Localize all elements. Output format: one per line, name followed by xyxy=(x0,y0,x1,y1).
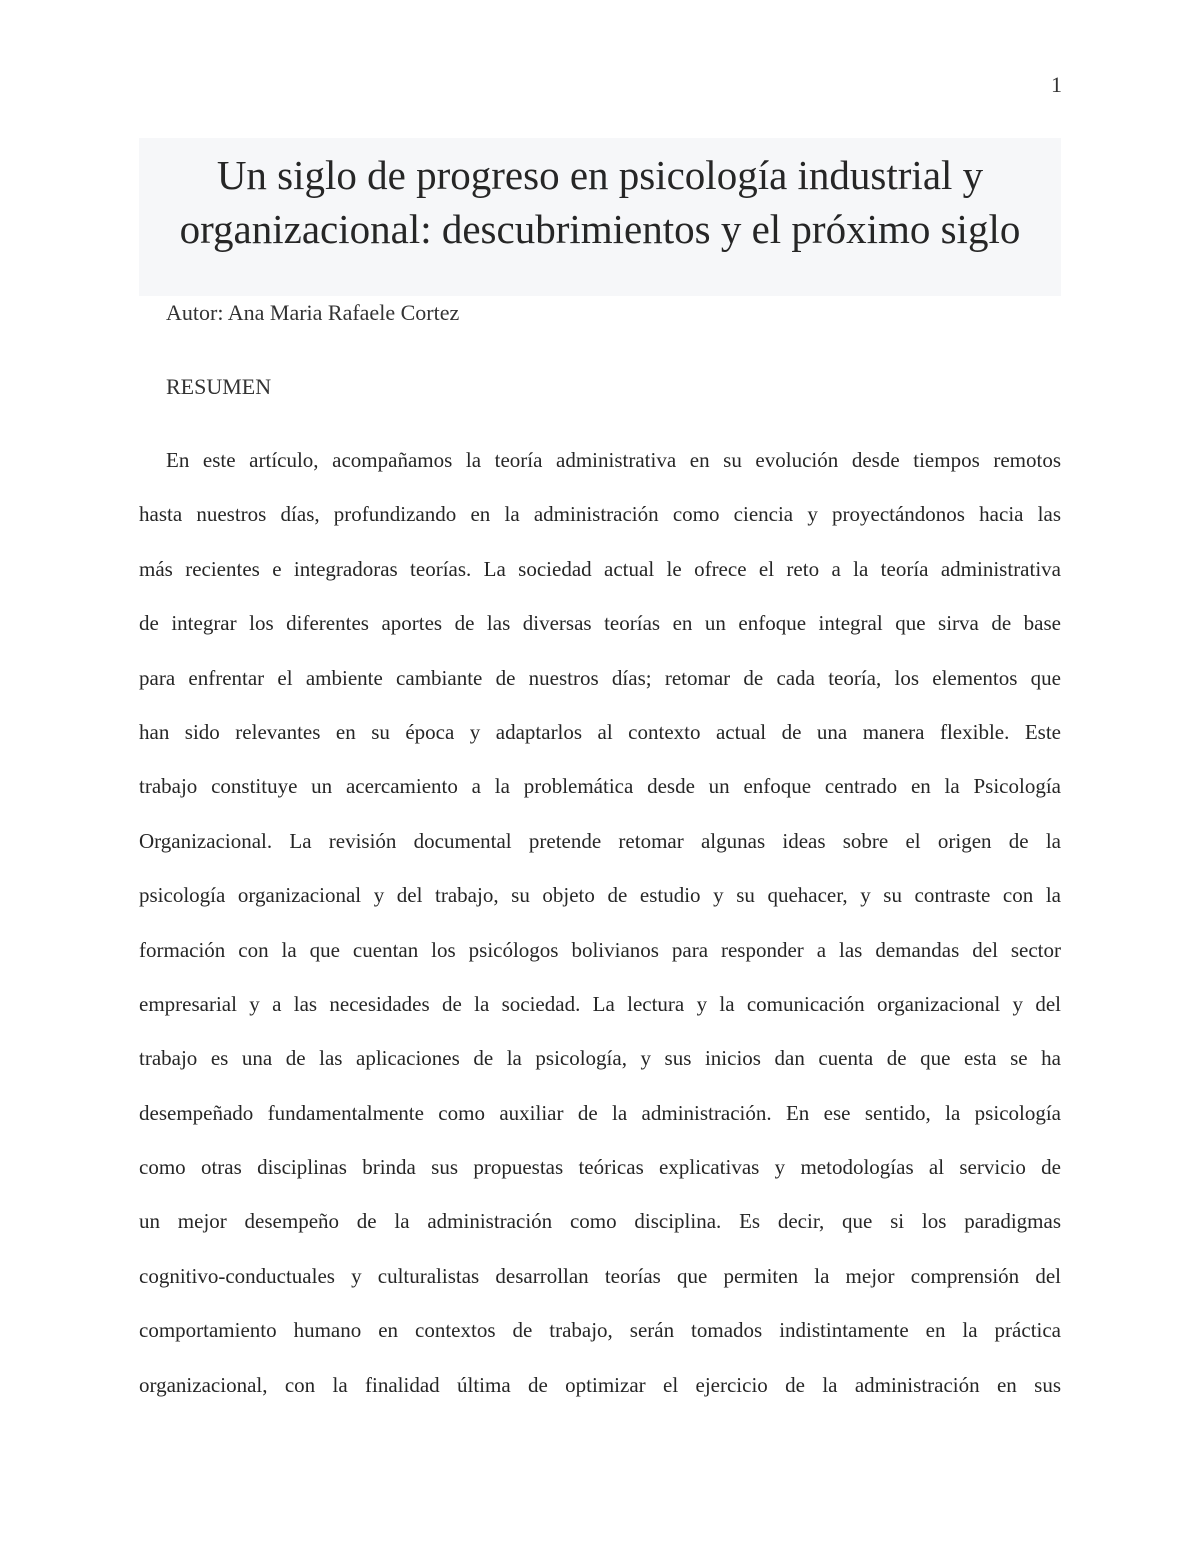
text-line: desempeñado fundamentalmente como auxiliar de la administración. En ese sentido, la psicología xyxy=(139,1100,1061,1125)
title-line: Un siglo de progreso en psicología industrial y xyxy=(216,152,984,198)
text-line: como otras disciplinas brinda sus propuestas teóricas explicativas y metodologías al servicio de xyxy=(139,1155,1061,1180)
title-block xyxy=(139,138,1061,296)
text-line: para enfrentar el ambiente cambiante de nuestros días; retomar de cada teoría, los elementos que xyxy=(139,665,1061,690)
text-line: de integrar los diferentes aportes de las diversas teorías en un enfoque integral que sirva de base xyxy=(139,611,1061,636)
text-line: En este artículo, acompañamos la teoría administrativa en su evolución desde tiempos remotos xyxy=(166,448,1061,472)
text-line: más recientes e integradoras teorías. La sociedad actual le ofrece el reto a la teoría administrativa xyxy=(139,556,1061,581)
text-line: han sido relevantes en su época y adaptarlos al contexto actual de una manera flexible. Este xyxy=(139,719,1061,744)
text-line: trabajo es una de las aplicaciones de la psicología, y sus inicios dan cuenta de que esta se ha xyxy=(139,1046,1061,1071)
text-line: formación con la que cuentan los psicólogos bolivianos para responder a las demandas del sector xyxy=(139,937,1061,962)
text-line: comportamiento humano en contextos de trabajo, serán tomados indistintamente en la práctica xyxy=(139,1318,1061,1343)
text-line: hasta nuestros días, profundizando en la administración como ciencia y proyectándonos hacia las xyxy=(139,502,1061,527)
text-line: un mejor desempeño de la administración como disciplina. Es decir, que si los paradigmas xyxy=(139,1209,1061,1234)
text-line: organizacional, con la finalidad última de optimizar el ejercicio de la administración en sus xyxy=(139,1372,1061,1397)
abstract-heading: RESUMEN xyxy=(166,374,272,399)
text-line: psicología organizacional y del trabajo, su objeto de estudio y su quehacer, y su contraste con la xyxy=(139,883,1061,908)
page-number: 1 xyxy=(1051,72,1062,97)
text-line: trabajo constituye un acercamiento a la problemática desde un enfoque centrado en la Psicología xyxy=(139,774,1061,799)
text-line: Organizacional. La revisión documental pretende retomar algunas ideas sobre el origen de la xyxy=(139,828,1061,853)
abstract-body xyxy=(139,444,1061,1423)
text-line: empresarial y a las necesidades de la sociedad. La lectura y la comunicación organizacional y del xyxy=(139,991,1061,1016)
author-line: Autor: Ana Maria Rafaele Cortez xyxy=(166,300,460,325)
title-line: organizacional: descubrimientos y el próximo siglo xyxy=(179,206,1021,252)
text-line: cognitivo-conductuales y culturalistas desarrollan teorías que permiten la mejor comprensión del xyxy=(139,1263,1061,1288)
